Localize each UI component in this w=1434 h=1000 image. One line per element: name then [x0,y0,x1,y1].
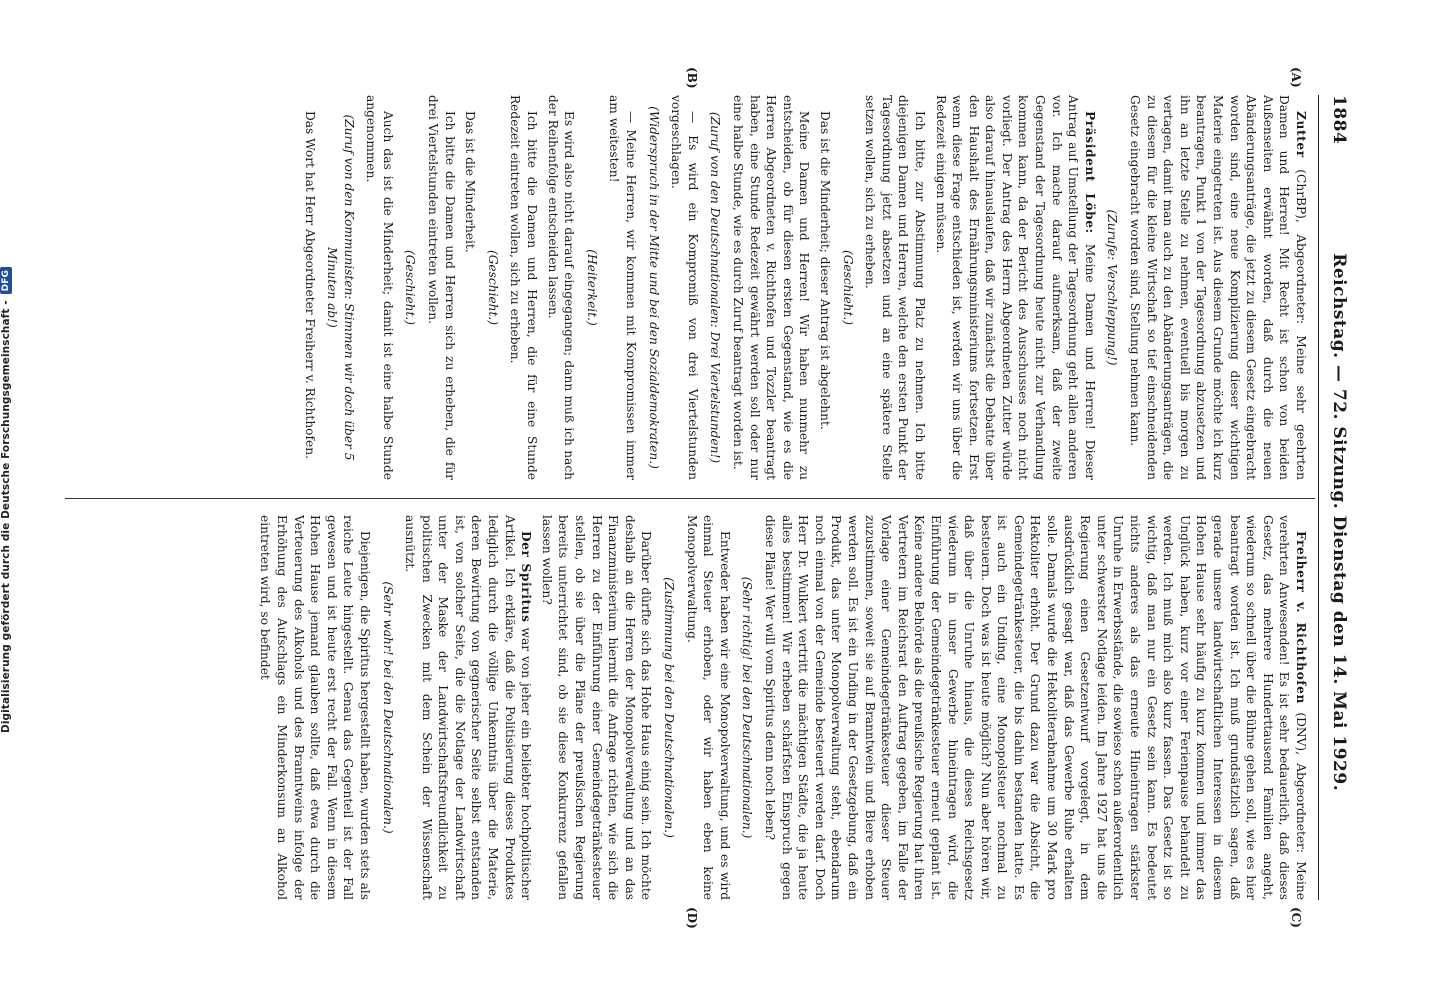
speech-paragraph [402,515,535,900]
speaker-name: Präsident Löbe: [1082,111,1097,234]
speech-text: (ChrBP), Abgeordneter: Meine sehr geehrten Damen und Herren! Mit Recht ist schon von beiden Außenseiten erwähnt worden, daß durch die neuen Abänderungsanträge, die jetzt zu diesem Gesetz eingebracht worden sind, eine neue Komplizierung dieser wichtigen Materie eingetreten ist. Aus diesem Grunde möchte ich kurz beantragen, Punkt 1 von der Tagesordnung abzusetzen und ihn an letzte Stelle zu nehmen, eventuell bis morgen zu vertagen, damit man auch zu den Abänderungsanträgen, die zu diesem für die kleine Wirtschaft so tief einschneidenden Gesetz eingebracht worden sind, Stellung nehmen kann. [1128,95,1308,480]
speech-paragraph [1126,95,1309,480]
text-paragraph: Entweder haben wir eine Monopolverwaltung, und es wird einmal Steuer erhoben, oder wir haben eben keine Monopolverwaltung. [684,515,732,900]
page-title: Reichstag. — 72. Sitzung. Dienstag den 14. Mai 1929. [1329,253,1349,792]
speech-text: (DNV), Abgeordneter: Meine verehrten Anwesenden! Es ist sehr bedauerlich, daß dieses Gesetz, das mehrere Hunderttausend Familien angeht, wiederum so schnell über die Bühne gehen soll, wie es hier beantragt worden ist. Ich muß grundsätzlich sagen, daß gerade unsere landwirtschaftlichen Interessen in diesem Hohen Hause sehr häufig zu kurz kommen und immer das Unglück haben, kurz vor einer Ferienpause behandelt zu werden. Ich muß mich also kurz fassen. Das Gesetz ist so wichtig, daß man nur ein Gesetz sein kann. Es bedeutet nichts anderes als das erneute Hineintragen stärkster Unruhe in Erwerbsstände, die sowieso schon außerordentlich unter schwerster Notlage leiden. Im Jahre 1927 hat uns die Regierung einen Gesetzentwurf vorgelegt, in dem ausdrücklich gesagt war, daß das Gewerbe Ruhe erhalten solle. Damals wurde die Hektoliterabnahme um 30 Mark pro Hektoliter erhöht. Der Grund dazu war die Absicht, die Gemeindegetränkesteuer, die bis dahin bestanden hatte. Es ist auch ein Unding, eine Monopolsteuer nochmal zu besteuern. Doch was ist heute möglich? Nun aber hören wir, daß über die Unruhe hinaus, die dieses Reichsgesetz wiederum in unser Gewerbe hineintragen wird, die Einführung der Gemeindegetränkesteuer erneut geplant ist. Keine andere Behörde als die preußische Regierung hat ihren Vertretern im Reichsrat den Auftrag gegeben, im Falle der Vorlage einer Gemeindegetränkesteuer dieser Steuer zuzustimmen, soweit sie auf Branntwein und Biere erhoben werden soll. Es ist ein Unding in der Gesetzgebung, daß ein Produkt, das unter Monopolverwaltung steht, ebendarum noch einmal von der Gemeinde besteuert werden darf. Doch Herr Dr. Wulkert vertritt die mächtigen Städte, die ja heute alles bestimmen! Wir erheben schärfsten Einspruch gegen diese Pläne! Wer will vom Spiritus denn noch leben? [763,515,1308,900]
text-paragraph: Es wird also nicht darauf eingegangen; dann muß ich nach der Reihenfolge entscheiden lassen. [545,95,577,480]
margin-mark-d: (D) [685,907,699,929]
stage-direction: (Zuruf von den Deutschnationalen: Drei Viertelstunden!) [708,111,723,464]
stage-direction: (Geschieht.) [840,249,855,326]
margin-mark-b: (B) [685,67,699,89]
speaker-name: Zutter [1294,111,1308,158]
page-content [59,67,1349,929]
stage-direction: (Sehr richtig! bei den Deutschnationalen.) [740,576,755,839]
margin-mark-c: (C) [1289,907,1303,928]
text-paragraph: Das Wort hat Herr Abgeordneter Freiherr v. Richthofen. [302,111,317,459]
stage-direction: (Heiterkeit.) [584,249,599,326]
text-paragraph: — Meine Herren, wir kommen mit Kompromissen immer am weitesten! [607,95,639,480]
page-header [1319,95,1349,900]
text-paragraph: Ich bitte die Damen und Herren sich zu erheben, die für drei Viertelstunden eintreten wollen. [426,95,457,480]
stage-direction: (Zurufe: Verschleppung!) [1105,209,1120,366]
page-number: 1884 [1329,95,1349,145]
digitization-note-text: Digitalisierung gefördert durch die Deutsche Forschungsgemeinschaft - [0,300,12,733]
margin-mark-a: (A) [1289,67,1303,88]
speech-text: Meine Damen und Herren! Dieser Antrag auf Umstellung der Tagesordnung geht allen anderen vor. Ich mache darauf aufmerksam, daß der zweite Gegenstand der Tagesordnung heute nicht zur Verhandlung kommen kann, da der Bericht des Ausschusses noch nicht vorliegt. Der Antrag des Herrn Abgeordneten Zutter würde also darauf hinauslaufen, daß wir zunächst die Debatte über den Haushalt des Ernährungsministeriums fortsetzen. Erst wenn diese Frage entschieden ist, werden wir uns über die Redezeit einigen müssen. [933,95,1097,480]
text-paragraph: Diejenigen, die Spiritus hergestellt haben, wurden stets als reiche Leute hingestellt. Genau das Gegenteil ist der Fall gewesen und ist heute erst recht der Fall. Wenn in diesem Hohen Hause jemand glauben sollte, daß etwa durch die Verteuerung des Alkohols und des Branntweins infolge der Erhöhung des Aufschlags ein Minderkonsum an Alkohol eintreten wird, so befindet [258,515,372,900]
speech-paragraph [932,95,1098,480]
text-paragraph: Ich bitte, zur Abstimmung Platz zu nehmen. Ich bitte diejenigen Damen und Herren, welche den ersten Punkt der Tagesordnung jetzt absetzen und an eine spätere Stelle setzen wollen, sich zu erheben. [863,95,927,480]
stage-direction: (Geschieht.) [403,249,418,326]
digitization-note [0,0,14,1000]
right-column [253,515,1309,900]
text-paragraph: Das ist die Minderheit; dieser Antrag ist abgelehnt. [817,111,832,430]
speech-paragraph [761,515,1309,900]
stage-direction: (Sehr wahr! bei den Deutschnationalen.) [380,581,395,834]
speech-text: war von jeher ein beliebter hochpolitischer Artikel. Ich erkläre, daß die Politisierung dieses Produktes lediglich durch die völlige Unkenntnis über die Materie, deren Bewirtung von gegnerischer Seite selbst entstanden ist, von solcher Seite, die die Notlage der Landwirtschaft unter der Maske der Landwirtschaftsfreundlichkeit zu politischen Zwecken mit dem Schein der Wissenschaft ausnützt. [403,515,534,900]
column-divider [65,498,1315,499]
stage-direction: (Zustimmung bei den Deutschnationalen.) [662,577,677,838]
stage-direction: (Geschieht.) [485,249,500,326]
text-paragraph: Das ist die Minderheit. [463,111,478,253]
text-paragraph: Darüber dürfte sich das Hohe Haus einig sein. Ich möchte deshalb an die Herren der Monopolverwaltung und an das Finanzministerium hiermit die Anfrage richten, wie sich die Herren zu der Einführung einer Gemeindegetränkesteuer stellen, ob sie über die Pläne der preußischen Regierung bereits unterrichtet sind, ob sie diese Konkurrenz gefallen lassen wollen? [539,515,654,900]
left-column [297,95,1309,480]
text-paragraph: Auch das ist die Minderheit; damit ist eine halbe Stunde angenommen. [364,95,395,480]
stage-direction: (Zuruf von den Kommunisten: Stimmen wir doch über 5 Minuten ab!) [325,114,356,461]
header-rule [1318,95,1319,900]
text-paragraph: Ich bitte die Damen und Herren, die für eine Stunde Redezeit eintreten wollen, sich zu erheben. [508,95,540,480]
dfg-logo: DFG [0,267,12,294]
text-paragraph: Meine Damen und Herren! Wir haben nunmehr zu entscheiden, ob für diesen ersten Gegenstand, wie es die Herren Abgeordneten v. Richthofen und Tozzler beantragt haben, eine Stunde Redezeit gewährt werden soll oder nur eine halbe Stunde, wie es durch Zuruf beantragt worden ist. [731,95,812,480]
speaker-name: Der Spiritus [519,531,534,623]
text-paragraph: — Es wird ein Kompromiß von drei Viertelstunden vorgeschlagen. [669,95,700,480]
speaker-name: Freiherr v. Richthofen [1294,531,1308,704]
stage-direction: (Widerspruch in der Mitte und bei den Sozialdemokraten.) [646,106,661,469]
